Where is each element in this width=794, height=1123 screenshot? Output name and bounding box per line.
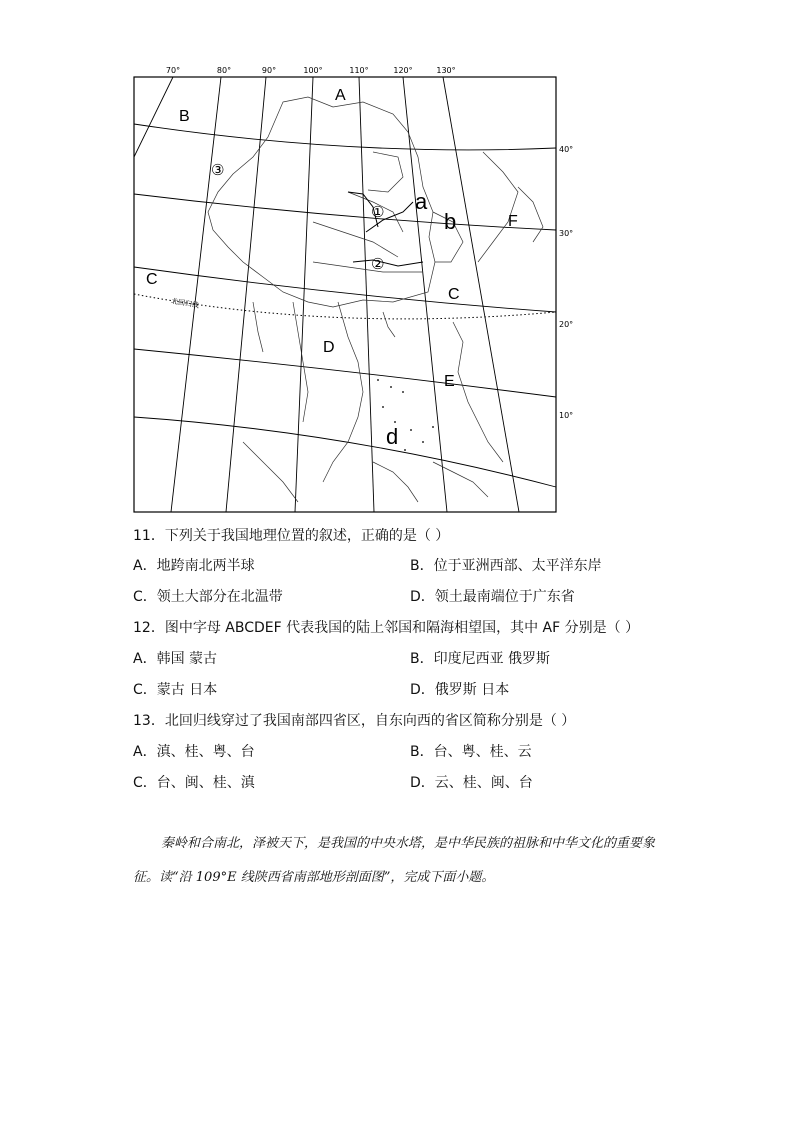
region-label-f: F [508,213,518,230]
longitude-label: 130° [436,66,456,75]
question-option: C．蒙古 日本 [133,682,218,698]
tropic-label: 北回归线 [170,297,200,310]
question-option: B．位于亚洲西部、太平洋东岸 [410,558,602,574]
question-option: A．地跨南北两半球 [133,558,255,574]
longitude-label: 100° [303,66,323,75]
latitude-label: 40° [559,145,574,154]
sea-label-b: b [444,209,457,234]
region-label-d: D [323,339,335,356]
question-option: B．印度尼西亚 俄罗斯 [410,651,551,667]
question-option: A．韩国 蒙古 [133,651,218,667]
longitude-label: 70° [165,66,181,75]
latitude-label: 10° [559,411,574,420]
passage-text: 秦岭和合南北，泽被天下，是我国的中央水塔，是中华民族的祖脉和中华文化的重要象征。读“沿 109°E 线陕西省南部地形剖面图”，完成下面小题。 [133,836,656,885]
longitude-label: 80° [216,66,232,75]
question-stem: 11．下列关于我国地理位置的叙述，正确的是（ ） [133,528,450,544]
latitude-label: 20° [559,320,574,329]
question-option: A．滇、桂、粤、台 [133,744,255,760]
longitude-label: 90° [261,66,277,75]
map-frame [134,77,556,512]
question-option: C．台、闽、桂、滇 [133,775,255,791]
latitude-label: 30° [559,229,574,238]
question-option: B．台、粤、桂、云 [410,744,532,760]
question-stem: 13．北回归线穿过了我国南部四省区，自东向西的省区简称分别是（ ） [133,713,576,729]
question-option: D．俄罗斯 日本 [410,682,510,698]
region-label-c-east: C [448,286,460,303]
region-label-b: B [179,108,190,125]
meridian-lines [134,77,519,512]
question-option: C．领土大部分在北温带 [133,589,283,605]
circled-label-2: ② [371,255,385,273]
reading-passage [133,827,673,895]
sea-label-a: a [415,189,428,214]
longitude-label: 120° [393,66,413,75]
region-label-e: E [444,373,455,390]
map-figure [133,62,574,514]
region-label-c-west: C [146,271,158,288]
question-option: D．领土最南端位于广东省 [410,589,575,605]
longitude-label: 110° [349,66,369,75]
question-option: D．云、桂、闽、台 [410,775,533,791]
question-stem: 12．图中字母 ABCDEF 代表我国的陆上邻国和隔海相望国，其中 AF 分别是（ ） [133,620,640,636]
sea-label-d: d [386,424,399,449]
region-label-a: A [335,87,346,104]
circled-label-3: ③ [211,161,225,179]
circled-label-1: ① [371,203,385,221]
